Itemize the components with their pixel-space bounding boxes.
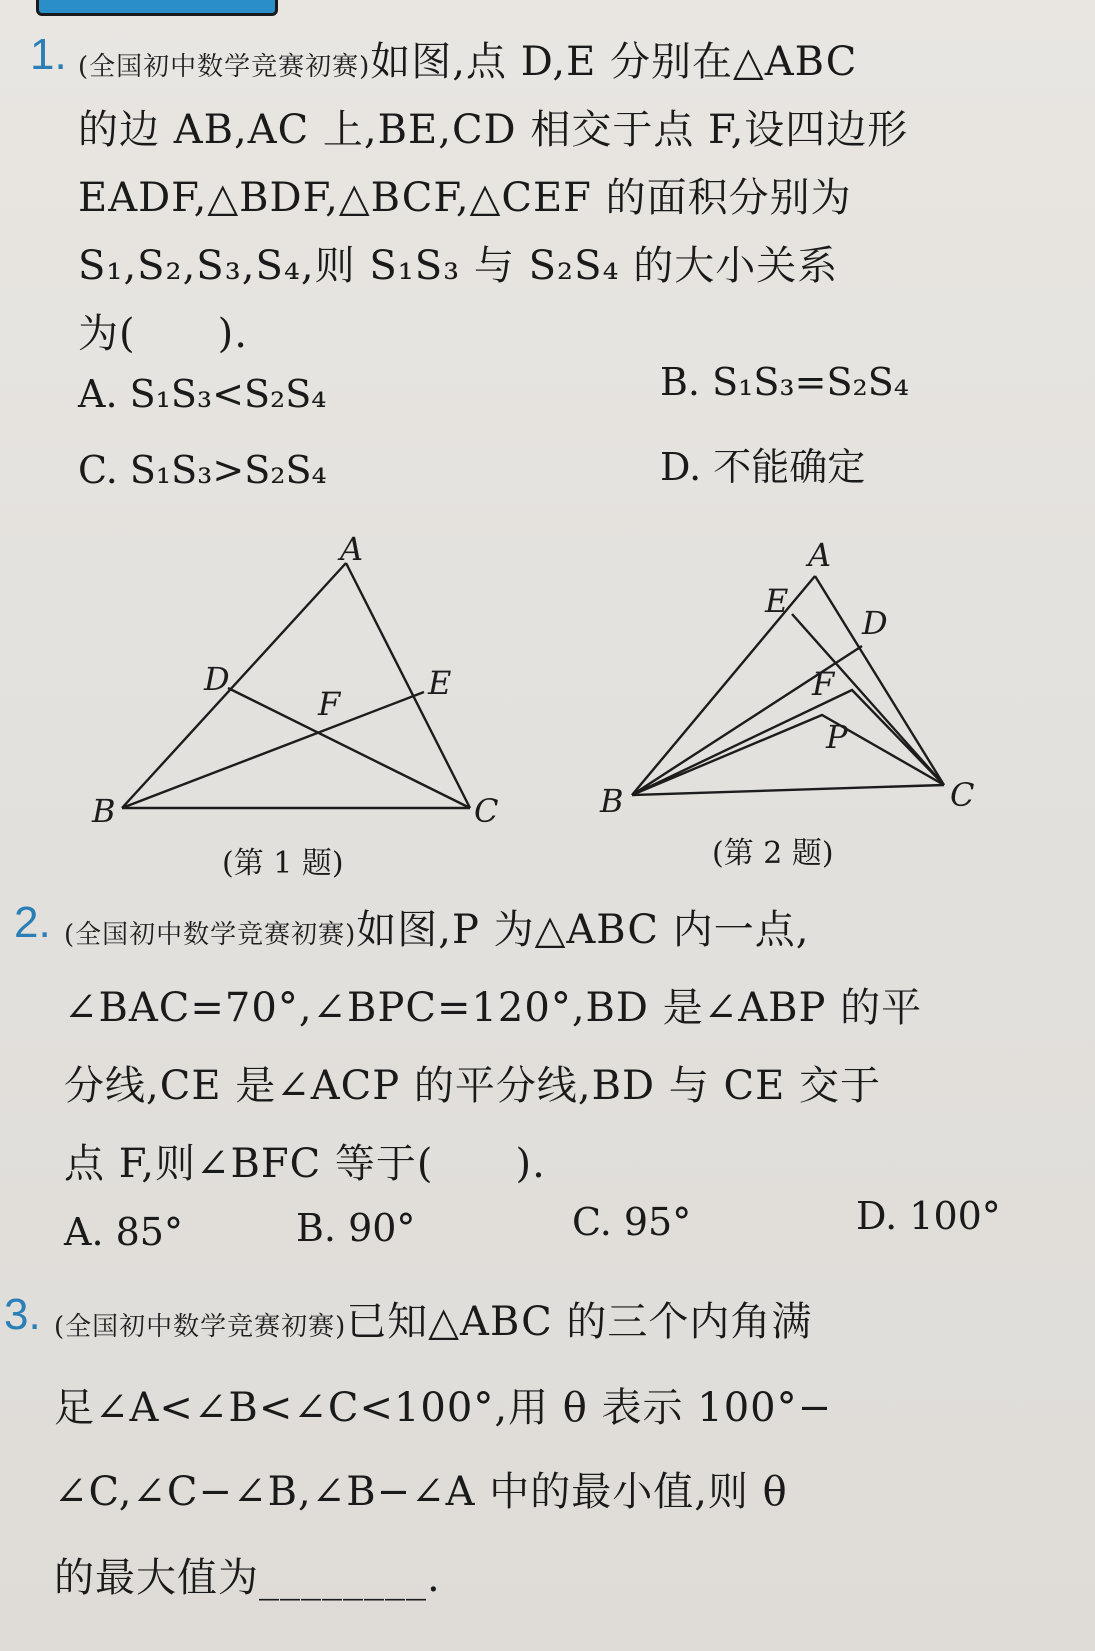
label-f: F [318,685,341,723]
option-b: B. 90° [296,1206,416,1250]
problem-number: 2. [14,898,51,947]
option-d: D. 100° [856,1194,1001,1238]
problem-line: 的边 AB,AC 上,BE,CD 相交于点 F,设四边形 [78,107,909,153]
figure-2-caption: (第 2 题) [712,836,834,871]
problem-number: 1. [30,30,67,79]
problem-text: 已知△ABC 的三个内角满 [346,1299,813,1345]
problem-line: ∠C,∠C−∠B,∠B−∠A 中的最小值,则 θ [54,1469,788,1515]
option-c: C. 95° [572,1200,692,1244]
label-c: C [474,792,499,830]
problem-line: 足∠A<∠B<∠C<100°,用 θ 表示 100°− [54,1385,833,1431]
label-a: A [340,530,364,568]
label-d: D [204,660,230,698]
label-a: A [808,536,832,574]
problem-line: S₁,S₂,S₃,S₄,则 S₁S₃ 与 S₂S₄ 的大小关系 [78,243,839,289]
problem-line [64,898,809,955]
option-a: A. 85° [64,1210,183,1254]
problem-number: 3. [4,1290,41,1339]
problem-source: (全国初中数学竞赛初赛) [78,52,371,82]
problem-line: 的最大值为________. [54,1555,441,1601]
problem-line: EADF,△BDF,△BCF,△CEF 的面积分别为 [78,175,852,221]
problem-source: (全国初中数学竞赛初赛) [54,1312,347,1342]
label-c: C [950,776,975,814]
label-e: E [765,582,789,620]
problem-text: 如图,点 D,E 分别在△ABC [370,39,858,85]
option-d: D. 不能确定 [660,445,866,489]
label-f: F [812,665,835,703]
problem-line [54,1290,812,1347]
option-b: B. S₁S₃=S₂S₄ [660,360,909,404]
option-a: A. S₁S₃<S₂S₄ [78,372,327,416]
figure-1-caption: (第 1 题) [222,846,344,881]
segment-bfc [632,690,944,795]
problem-line: 为( ). [78,311,248,357]
segment-bpc [632,715,944,795]
label-b: B [92,792,116,830]
problem-line: 点 F,则∠BFC 等于( ). [64,1141,546,1187]
label-b: B [600,782,624,820]
segment-bc [632,785,944,795]
problem-text: 如图,P 为△ABC 内一点, [356,907,810,953]
problem-source: (全国初中数学竞赛初赛) [64,920,357,950]
problem-line: 分线,CE 是∠ACP 的平分线,BD 与 CE 交于 [64,1063,881,1109]
problem-line: ∠BAC=70°,∠BPC=120°,BD 是∠ABP 的平 [64,985,923,1031]
label-d: D [862,604,888,642]
label-e: E [428,664,452,702]
label-p: P [826,718,848,756]
option-c: C. S₁S₃>S₂S₄ [78,448,327,492]
